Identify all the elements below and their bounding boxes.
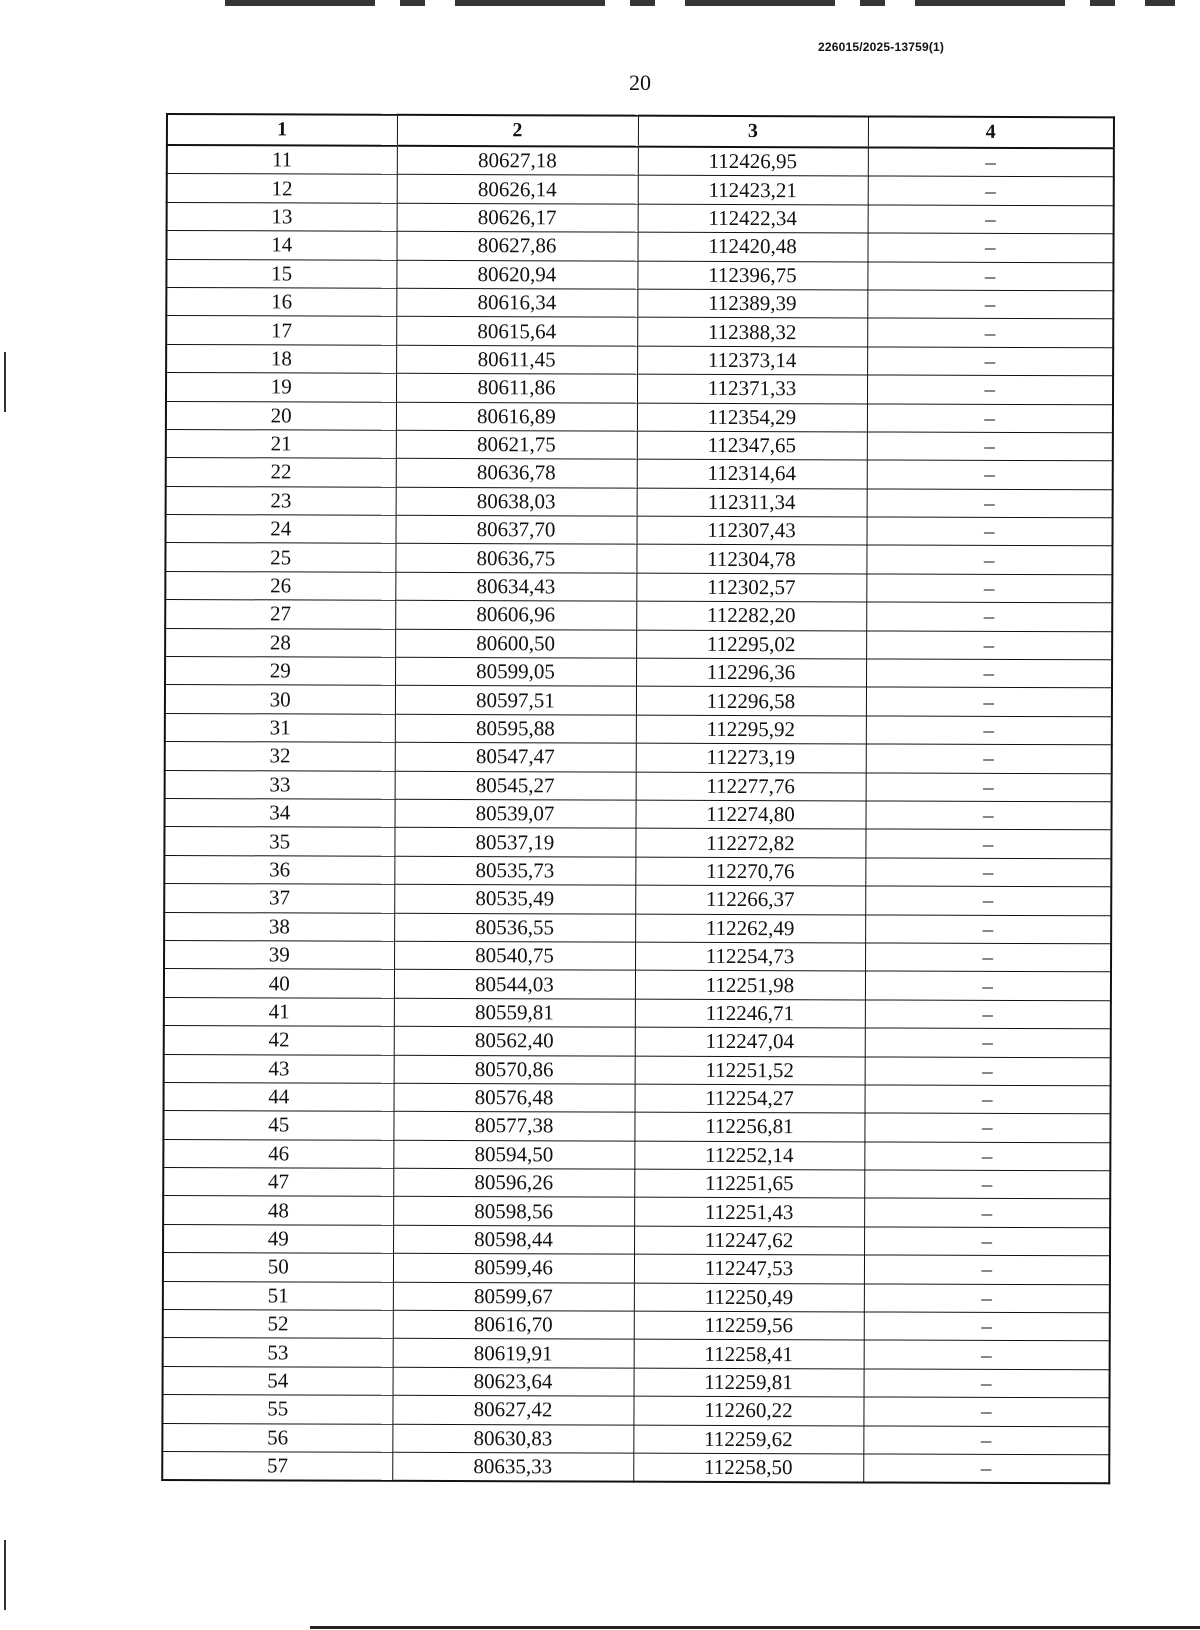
y-coordinate-cell: 112423,21 (638, 176, 868, 205)
column-4-cell: – (865, 971, 1111, 1000)
point-number-cell: 40 (164, 969, 394, 998)
table-row (166, 401, 1113, 433)
y-coordinate-cell: 112251,52 (635, 1056, 865, 1085)
point-number-cell: 13 (167, 202, 397, 231)
x-coordinate-cell: 80595,88 (395, 714, 636, 743)
table-row (166, 458, 1113, 490)
column-4-cell: – (867, 318, 1113, 347)
column-header: 3 (638, 116, 868, 148)
column-4-cell: – (865, 886, 1111, 915)
column-4-cell: – (868, 176, 1114, 205)
y-coordinate-cell: 112251,65 (634, 1169, 864, 1198)
table-row (163, 1111, 1110, 1143)
point-number-cell: 41 (164, 997, 394, 1026)
point-number-cell: 21 (166, 429, 396, 458)
y-coordinate-cell: 112270,76 (635, 857, 865, 886)
table-row (163, 1253, 1110, 1285)
y-coordinate-cell: 112259,62 (633, 1425, 863, 1454)
column-4-cell: – (864, 1284, 1110, 1313)
point-number-cell: 22 (166, 458, 396, 487)
x-coordinate-cell: 80636,75 (395, 544, 636, 573)
table-row (163, 1196, 1110, 1228)
y-coordinate-cell: 112274,80 (636, 800, 866, 829)
column-4-cell: – (866, 744, 1112, 773)
table-header-row (167, 114, 1114, 148)
table-row (162, 1451, 1109, 1483)
x-coordinate-cell: 80627,18 (397, 146, 638, 176)
table-row (164, 827, 1111, 859)
document-id: 226015/2025-13759(1) (818, 40, 945, 54)
point-number-cell: 20 (166, 401, 396, 430)
x-coordinate-cell: 80536,55 (394, 913, 635, 942)
page-number: 20 (629, 70, 651, 95)
table-row (164, 912, 1111, 944)
table-row (163, 1366, 1110, 1398)
table-row (165, 713, 1112, 745)
y-coordinate-cell: 112422,34 (638, 204, 868, 233)
column-4-cell: – (864, 1142, 1110, 1171)
x-coordinate-cell: 80616,89 (396, 402, 637, 431)
table-row (165, 685, 1112, 717)
y-coordinate-cell: 112247,62 (634, 1226, 864, 1255)
point-number-cell: 39 (164, 940, 394, 969)
y-coordinate-cell: 112373,14 (637, 346, 867, 375)
x-coordinate-cell: 80596,26 (393, 1168, 634, 1197)
x-coordinate-cell: 80545,27 (395, 771, 636, 800)
table-row (167, 174, 1114, 206)
column-4-cell: – (863, 1454, 1109, 1484)
table-row (166, 486, 1113, 518)
point-number-cell: 31 (165, 713, 395, 742)
x-coordinate-cell: 80547,47 (395, 743, 636, 772)
table-row (163, 1281, 1110, 1313)
point-number-cell: 42 (164, 1026, 394, 1055)
table-row (164, 940, 1111, 972)
point-number-cell: 44 (164, 1082, 394, 1111)
x-coordinate-cell: 80627,86 (396, 231, 637, 260)
y-coordinate-cell: 112251,43 (634, 1198, 864, 1227)
column-4-cell: – (867, 233, 1113, 262)
x-coordinate-cell: 80621,75 (396, 430, 637, 459)
y-coordinate-cell: 112388,32 (637, 317, 867, 346)
y-coordinate-cell: 112314,64 (637, 459, 867, 488)
point-number-cell: 26 (165, 571, 395, 600)
point-number-cell: 24 (165, 515, 395, 544)
column-4-cell: – (864, 1198, 1110, 1227)
table-row (165, 543, 1112, 575)
column-4-cell: – (867, 403, 1113, 432)
table-body (162, 145, 1114, 1484)
point-number-cell: 32 (165, 742, 395, 771)
y-coordinate-cell: 112272,82 (635, 829, 865, 858)
x-coordinate-cell: 80544,03 (394, 970, 635, 999)
point-number-cell: 47 (163, 1168, 393, 1197)
x-coordinate-cell: 80623,64 (393, 1367, 634, 1396)
table-row (164, 969, 1111, 1001)
y-coordinate-cell: 112251,98 (635, 970, 865, 999)
point-number-cell: 48 (163, 1196, 393, 1225)
column-4-cell: – (864, 1227, 1110, 1256)
table-row (167, 145, 1114, 177)
x-coordinate-cell: 80598,56 (393, 1197, 634, 1226)
table-row (162, 1395, 1109, 1427)
table-row (164, 855, 1111, 887)
point-number-cell: 53 (163, 1338, 393, 1367)
x-coordinate-cell: 80577,38 (393, 1112, 634, 1141)
y-coordinate-cell: 112254,27 (635, 1084, 865, 1113)
table-row (166, 231, 1113, 263)
point-number-cell: 45 (163, 1111, 393, 1140)
column-4-cell: – (865, 914, 1111, 943)
point-number-cell: 46 (163, 1139, 393, 1168)
y-coordinate-cell: 112302,57 (636, 573, 866, 602)
scan-top-border (225, 0, 1175, 6)
table-row (166, 373, 1113, 405)
column-4-cell: – (867, 290, 1113, 319)
y-coordinate-cell: 112426,95 (638, 147, 868, 177)
scan-margin-mark (4, 352, 6, 412)
table-row (165, 571, 1112, 603)
point-number-cell: 27 (165, 600, 395, 629)
y-coordinate-cell: 112296,58 (636, 687, 866, 716)
table-row (165, 600, 1112, 632)
x-coordinate-cell: 80606,96 (395, 601, 636, 630)
y-coordinate-cell: 112389,39 (637, 289, 867, 318)
point-number-cell: 43 (164, 1054, 394, 1083)
x-coordinate-cell: 80559,81 (394, 998, 635, 1027)
y-coordinate-cell: 112259,81 (634, 1368, 864, 1397)
table-row (163, 1139, 1110, 1171)
column-4-cell: – (863, 1426, 1109, 1455)
point-number-cell: 51 (163, 1281, 393, 1310)
x-coordinate-cell: 80594,50 (393, 1140, 634, 1169)
point-number-cell: 30 (165, 685, 395, 714)
x-coordinate-cell: 80576,48 (394, 1083, 635, 1112)
table-row (163, 1168, 1110, 1200)
column-4-cell: – (866, 602, 1112, 631)
column-4-cell: – (866, 517, 1112, 546)
x-coordinate-cell: 80636,78 (396, 459, 637, 488)
column-4-cell: – (867, 432, 1113, 461)
table-row (163, 1338, 1110, 1370)
x-coordinate-cell: 80540,75 (394, 941, 635, 970)
column-4-cell: – (865, 858, 1111, 887)
point-number-cell: 15 (166, 259, 396, 288)
table-row (165, 515, 1112, 547)
column-4-cell: – (865, 829, 1111, 858)
y-coordinate-cell: 112295,02 (636, 630, 866, 659)
x-coordinate-cell: 80630,83 (392, 1424, 633, 1453)
y-coordinate-cell: 112311,34 (637, 488, 867, 517)
x-coordinate-cell: 80638,03 (396, 487, 637, 516)
x-coordinate-cell: 80597,51 (395, 686, 636, 715)
table-row (164, 1054, 1111, 1086)
column-4-cell: – (865, 1028, 1111, 1057)
y-coordinate-cell: 112304,78 (636, 545, 866, 574)
point-number-cell: 54 (163, 1366, 393, 1395)
point-number-cell: 35 (164, 827, 394, 856)
y-coordinate-cell: 112256,81 (634, 1112, 864, 1141)
column-header: 4 (868, 116, 1114, 148)
y-coordinate-cell: 112254,73 (635, 942, 865, 971)
table-row (163, 1310, 1110, 1342)
y-coordinate-cell: 112396,75 (637, 261, 867, 290)
point-number-cell: 52 (163, 1310, 393, 1339)
table-row (164, 997, 1111, 1029)
y-coordinate-cell: 112273,19 (636, 743, 866, 772)
point-number-cell: 29 (165, 657, 395, 686)
x-coordinate-cell: 80615,64 (396, 317, 637, 346)
x-coordinate-cell: 80562,40 (394, 1026, 635, 1055)
y-coordinate-cell: 112260,22 (633, 1396, 863, 1425)
column-4-cell: – (864, 1113, 1110, 1142)
x-coordinate-cell: 80535,73 (394, 856, 635, 885)
y-coordinate-cell: 112252,14 (634, 1141, 864, 1170)
table-row (165, 628, 1112, 660)
x-coordinate-cell: 80611,86 (396, 373, 637, 402)
y-coordinate-cell: 112258,41 (634, 1340, 864, 1369)
x-coordinate-cell: 80627,42 (392, 1395, 633, 1424)
x-coordinate-cell: 80619,91 (393, 1339, 634, 1368)
y-coordinate-cell: 112296,36 (636, 658, 866, 687)
column-4-cell: – (867, 375, 1113, 404)
point-number-cell: 28 (165, 628, 395, 657)
column-4-cell: – (864, 1369, 1110, 1398)
column-4-cell: – (866, 659, 1112, 688)
table-row (162, 1423, 1109, 1455)
y-coordinate-cell: 112262,49 (635, 914, 865, 943)
y-coordinate-cell: 112307,43 (636, 516, 866, 545)
column-4-cell: – (866, 545, 1112, 574)
x-coordinate-cell: 80599,05 (395, 657, 636, 686)
point-number-cell: 38 (164, 912, 394, 941)
y-coordinate-cell: 112347,65 (637, 431, 867, 460)
column-4-cell: – (866, 716, 1112, 745)
table-row (167, 202, 1114, 234)
column-4-cell: – (866, 574, 1112, 603)
table-row (166, 429, 1113, 461)
column-4-cell: – (868, 147, 1114, 177)
column-4-cell: – (863, 1397, 1109, 1426)
point-number-cell: 17 (166, 316, 396, 345)
x-coordinate-cell: 80539,07 (395, 799, 636, 828)
column-4-cell: – (866, 631, 1112, 660)
point-number-cell: 18 (166, 344, 396, 373)
y-coordinate-cell: 112420,48 (637, 232, 867, 261)
point-number-cell: 56 (162, 1423, 392, 1452)
x-coordinate-cell: 80599,67 (393, 1282, 634, 1311)
x-coordinate-cell: 80637,70 (395, 515, 636, 544)
y-coordinate-cell: 112246,71 (635, 999, 865, 1028)
point-number-cell: 12 (167, 174, 397, 203)
x-coordinate-cell: 80616,70 (393, 1310, 634, 1339)
table-row (165, 770, 1112, 802)
point-number-cell: 19 (166, 373, 396, 402)
column-header: 2 (397, 115, 638, 147)
y-coordinate-cell: 112250,49 (634, 1283, 864, 1312)
table-row (164, 884, 1111, 916)
x-coordinate-cell: 80611,45 (396, 345, 637, 374)
table-row (166, 287, 1113, 319)
x-coordinate-cell: 80634,43 (395, 572, 636, 601)
column-4-cell: – (864, 1170, 1110, 1199)
point-number-cell: 57 (162, 1451, 392, 1481)
column-4-cell: – (864, 1255, 1110, 1284)
x-coordinate-cell: 80626,17 (397, 203, 638, 232)
point-number-cell: 34 (165, 798, 395, 827)
table-row (165, 657, 1112, 689)
scan-bottom-line (310, 1626, 1200, 1629)
point-number-cell: 36 (164, 855, 394, 884)
column-4-cell: – (868, 205, 1114, 234)
x-coordinate-cell: 80570,86 (394, 1055, 635, 1084)
x-coordinate-cell: 80626,14 (397, 175, 638, 204)
column-4-cell: – (867, 489, 1113, 518)
y-coordinate-cell: 112259,56 (634, 1311, 864, 1340)
column-header: 1 (167, 114, 397, 146)
y-coordinate-cell: 112282,20 (636, 601, 866, 630)
x-coordinate-cell: 80635,33 (392, 1452, 633, 1482)
point-number-cell: 49 (163, 1224, 393, 1253)
y-coordinate-cell: 112258,50 (633, 1453, 863, 1483)
x-coordinate-cell: 80537,19 (394, 828, 635, 857)
table-row (166, 259, 1113, 291)
column-4-cell: – (864, 1312, 1110, 1341)
column-4-cell: – (865, 1056, 1111, 1085)
y-coordinate-cell: 112354,29 (637, 403, 867, 432)
y-coordinate-cell: 112247,53 (634, 1254, 864, 1283)
y-coordinate-cell: 112371,33 (637, 374, 867, 403)
column-4-cell: – (866, 687, 1112, 716)
coordinates-table (161, 113, 1115, 1485)
y-coordinate-cell: 112277,76 (636, 772, 866, 801)
y-coordinate-cell: 112247,04 (635, 1027, 865, 1056)
column-4-cell: – (865, 1000, 1111, 1029)
table-row (166, 316, 1113, 348)
column-4-cell: – (865, 1085, 1111, 1114)
y-coordinate-cell: 112295,92 (636, 715, 866, 744)
column-4-cell: – (867, 262, 1113, 291)
point-number-cell: 14 (166, 231, 396, 260)
point-number-cell: 25 (165, 543, 395, 572)
point-number-cell: 55 (162, 1395, 392, 1424)
y-coordinate-cell: 112266,37 (635, 885, 865, 914)
column-4-cell: – (865, 943, 1111, 972)
x-coordinate-cell: 80616,34 (396, 288, 637, 317)
point-number-cell: 11 (167, 145, 397, 175)
x-coordinate-cell: 80535,49 (394, 884, 635, 913)
column-4-cell: – (867, 347, 1113, 376)
point-number-cell: 50 (163, 1253, 393, 1282)
point-number-cell: 37 (164, 884, 394, 913)
column-4-cell: – (867, 460, 1113, 489)
point-number-cell: 16 (166, 287, 396, 316)
table-row (163, 1224, 1110, 1256)
x-coordinate-cell: 80599,46 (393, 1254, 634, 1283)
point-number-cell: 33 (165, 770, 395, 799)
column-4-cell: – (866, 773, 1112, 802)
x-coordinate-cell: 80600,50 (395, 629, 636, 658)
scan-margin-mark (4, 1540, 6, 1610)
table-row (165, 798, 1112, 830)
point-number-cell: 23 (166, 486, 396, 515)
column-4-cell: – (866, 801, 1112, 830)
table-row (164, 1026, 1111, 1058)
table-row (164, 1082, 1111, 1114)
column-4-cell: – (864, 1340, 1110, 1369)
x-coordinate-cell: 80598,44 (393, 1225, 634, 1254)
table-row (165, 742, 1112, 774)
x-coordinate-cell: 80620,94 (396, 260, 637, 289)
table-row (166, 344, 1113, 376)
